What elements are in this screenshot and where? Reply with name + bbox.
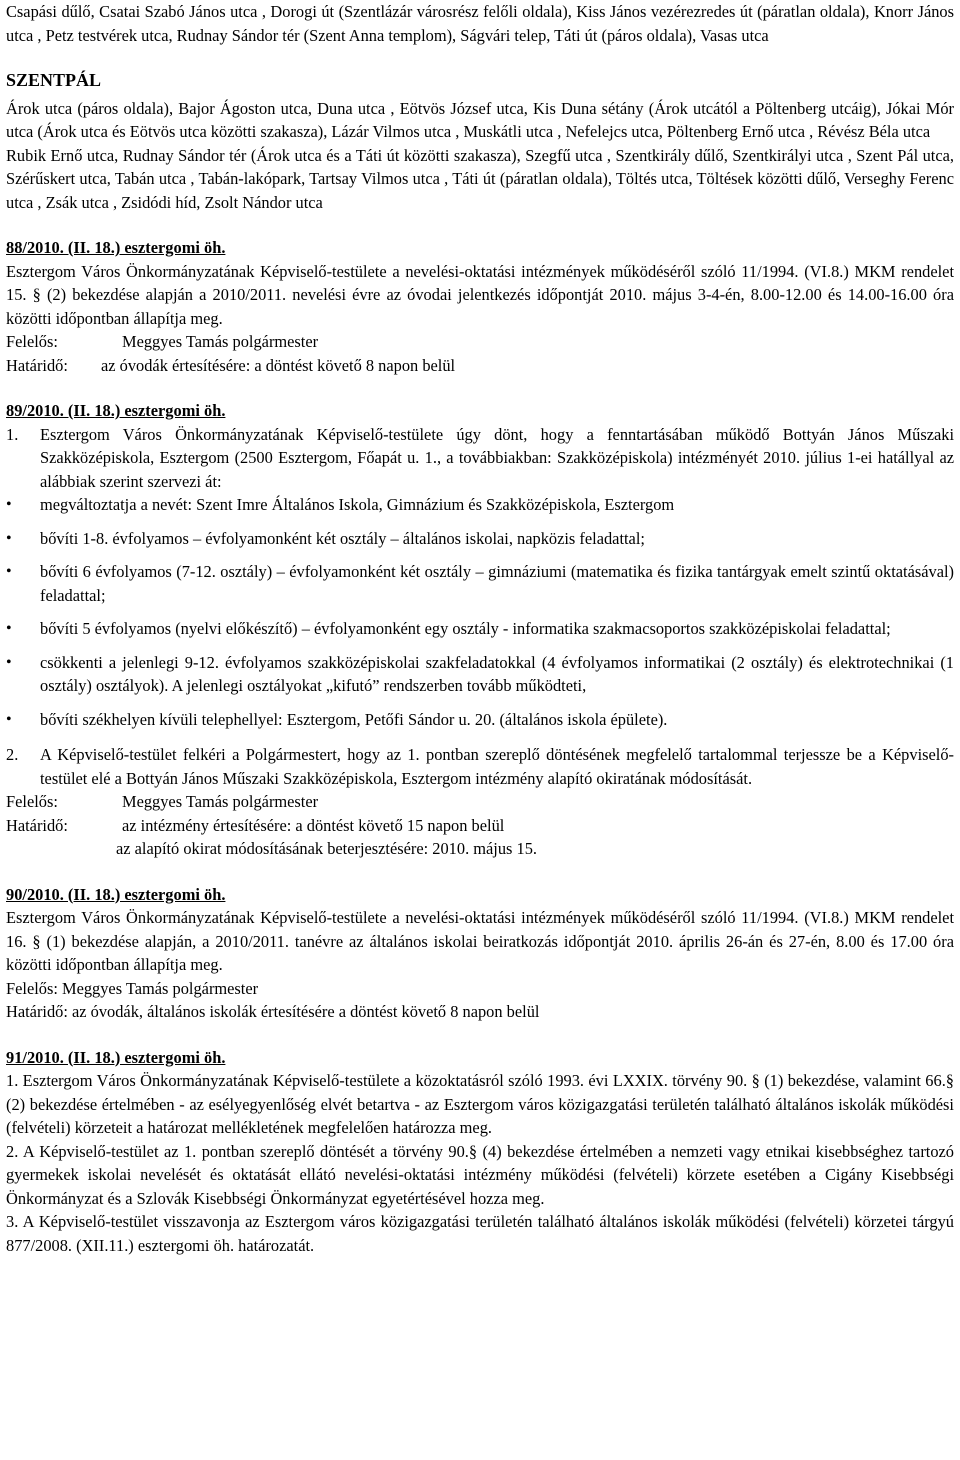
- deadline-value: az óvodák értesítésére: a döntést követő 8 napon belül: [101, 355, 456, 375]
- bullet-icon: •: [6, 710, 12, 728]
- resolution-91-title: 91/2010. (II. 18.) esztergomi öh.: [6, 1047, 226, 1067]
- resolution-88-title: 88/2010. (II. 18.) esztergomi öh.: [6, 238, 226, 257]
- resolution-89-item-1: [6, 423, 954, 494]
- bullet-icon: •: [6, 529, 12, 547]
- list-item: • bővíti 1-8. évfolyamos – évfolyamonként két osztály – általános iskolai, napközis feladattal;: [6, 527, 954, 551]
- district-heading: SZENTPÁL: [6, 70, 102, 90]
- resolution-91-item-3: 3. A Képviselő-testület visszavonja az Esztergom város közigazgatási területén található általános iskolák működési (felvételi) körzetei tárgyú 877/2008. (XII.11.) esztergomi öh. határozatát.: [6, 1212, 954, 1255]
- resolution-91-item-2: 2. A Képviselő-testület az 1. pontban szereplő döntését a törvény 90.§ (4) bekezdése értelmében a nemzeti vagy etnikai kisebbséghez tartozó gyermekek iskolai nevelését és oktatását ellátó nevelési-oktatási intézmény működési (felvételi) körzete esetében a Cigány Kisebbségi Önkormányzat és a Szlovák Kisebbségi Önkormányzat egyetértésével hozza meg.: [6, 1141, 954, 1208]
- item-number: 2.: [6, 745, 19, 764]
- resolution-89-deadline: [6, 814, 954, 838]
- intro-streets: Csapási dűlő, Csatai Szabó János utca , Dorogi út (Szentlázár városrész felőli oldala), Kiss János vezérezredes út (páratlan oldala), Knorr János utca , Petz testvérek utca, Rudnay Sándor tér (Szent Anna templom), Ságvári telep, Táti út (páros oldala), Vasas utca: [6, 2, 954, 45]
- item-text: A Képviselő-testület felkéri a Polgármestert, hogy az 1. pontban szereplő döntésének megfelelő tartalommal terjessze be a Képviselő-testület elé a Bottyán János Műszaki Szakközépiskola, Esztergom intézmény alapító okiratának módosítását.: [40, 745, 954, 788]
- deadline-value-1: az intézmény értesítésére: a döntést követő 15 napon belül: [122, 815, 505, 835]
- resolution-89-title: 89/2010. (II. 18.) esztergomi öh.: [6, 401, 226, 420]
- deadline-label: Határidő:: [6, 815, 68, 835]
- list-item: • bővíti 6 évfolyamos (7-12. osztály) – évfolyamonként két osztály – gimnáziumi (matematika és fizika tantárgyak emelt szintű oktatásával) feladattal;: [6, 560, 954, 607]
- responsible-value: Meggyes Tamás polgármester: [122, 332, 319, 351]
- resolution-88-responsible: [6, 330, 954, 354]
- bullet-icon: •: [6, 563, 12, 580]
- resolution-89-bullet-list: [6, 493, 954, 731]
- item-text: Esztergom Város Önkormányzatának Képviselő-testülete úgy dönt, hogy a fenntartásában működő Bottyán János Műszaki Szakközépiskola, Esztergom (2500 Esztergom, Főapát u. 1., a továbbiakban: Szakközépiskola) intézményét 2010. július 1-ei hatállyal az alábbiak szerint szervezi át:: [40, 424, 954, 491]
- resolution-90-responsible: Felelős: Meggyes Tamás polgármester: [6, 978, 259, 998]
- resolution-90-title: 90/2010. (II. 18.) esztergomi öh.: [6, 884, 226, 904]
- resolution-90-deadline: Határidő: az óvodák, általános iskolák értesítésére a döntést követő 8 napon belül: [6, 1002, 540, 1021]
- responsible-label: Felelős:: [6, 332, 58, 351]
- list-item: • csökkenti a jelenlegi 9-12. évfolyamos szakközépiskolai szakfeladatokkal (4 évfolyamos informatikai (2 osztály) és elektrotechnikai (1 osztály) osztályok). A jelenlegi osztályokat „kifutó” rendszerben tovább működteti,: [6, 651, 954, 698]
- list-item: • bővíti 5 évfolyamos (nyelvi előkészítő) – évfolyamonként egy osztály - informatika szakmacsoportos szakközépiskolai feladattal;: [6, 617, 954, 641]
- bullet-icon: •: [6, 620, 12, 637]
- resolution-88-deadline: [6, 354, 954, 378]
- list-item: • megváltoztatja a nevét: Szent Imre Általános Iskola, Gimnázium és Szakközépiskola, Esztergom: [6, 493, 954, 517]
- resolution-91-item-1: 1. Esztergom Város Önkormányzatának Képviselő-testülete a közoktatásról szóló 1993. évi LXXIX. törvény 90. § (1) bekezdése, valamint 66.§ (2) bekezdése értelmében - az esélyegyenlőség elvét betartva - az Esztergom város közigazgatási területén található általános iskolák működési (felvételi) körzeteit a határozat mellékletének megfelelően határozza meg.: [6, 1071, 954, 1137]
- resolution-89-responsible: [6, 790, 954, 814]
- bullet-icon: •: [6, 496, 12, 513]
- bullet-icon: •: [6, 653, 12, 671]
- item-number: 1.: [6, 424, 19, 444]
- resolution-89-item-2: [6, 743, 954, 790]
- responsible-value: Meggyes Tamás polgármester: [122, 792, 319, 811]
- resolution-88-body: Esztergom Város Önkormányzatának Képviselő-testülete a nevelési-oktatási intézmények működéséről szóló 11/1994. (VI.8.) MKM rendelet 15. § (2) bekezdése alapján a 2010/2011. nevelési évre az óvodai jelentkezés időpontját 2010. május 3-4-én, 8.00-12.00 és 14.00-16.00 óra közötti időpontban állapítja meg.: [6, 261, 954, 328]
- list-item: • bővíti székhelyen kívüli telephellyel: Esztergom, Petőfi Sándor u. 20. (általános iskola épülete).: [6, 708, 954, 732]
- szentpal-streets-2: Rubik Ernő utca, Rudnay Sándor tér (Árok utca és a Táti út közötti szakasza), Szegfű utca , Szentkirály dűlő, Szentkirályi utca , Szent Pál utca, Szérűskert utca, Tabán utca , Tabán-lakópark, Tartsay Vilmos utca , Táti út (páratlan oldala), Töltés utca, Töltések közötti dűlő, Verseghy Ferenc utca , Zsák utca , Zsidódi híd, Zsolt Nándor utca: [6, 145, 954, 212]
- deadline-value-2: az alapító okirat módosításának beterjesztésére: 2010. május 15.: [116, 839, 538, 858]
- responsible-label: Felelős:: [6, 792, 58, 811]
- szentpal-streets-1: Árok utca (páros oldala), Bajor Ágoston utca, Duna utca , Eötvös József utca, Kis Duna sétány (Árok utcától a Pöltenberg utcáig), Jókai Mór utca (Árok utca és Eötvös utca közötti szakasza), Lázár Vilmos utca , Muskátli utca , Nefelejcs utca, Pöltenberg Ernő utca , Révész Béla utca: [6, 98, 954, 141]
- deadline-label: Határidő:: [6, 355, 68, 375]
- resolution-90-body: Esztergom Város Önkormányzatának Képviselő-testülete a nevelési-oktatási intézmények működéséről szóló 11/1994. (VI.8.) MKM rendelet 16. § (1) bekezdése alapján, a 2010/2011. tanévre az általános iskolai beiratkozás időpontját 2010. április 26-án és 27-én, 8.00 és 17.00 óra közötti időpontban állapítja meg.: [6, 908, 954, 974]
